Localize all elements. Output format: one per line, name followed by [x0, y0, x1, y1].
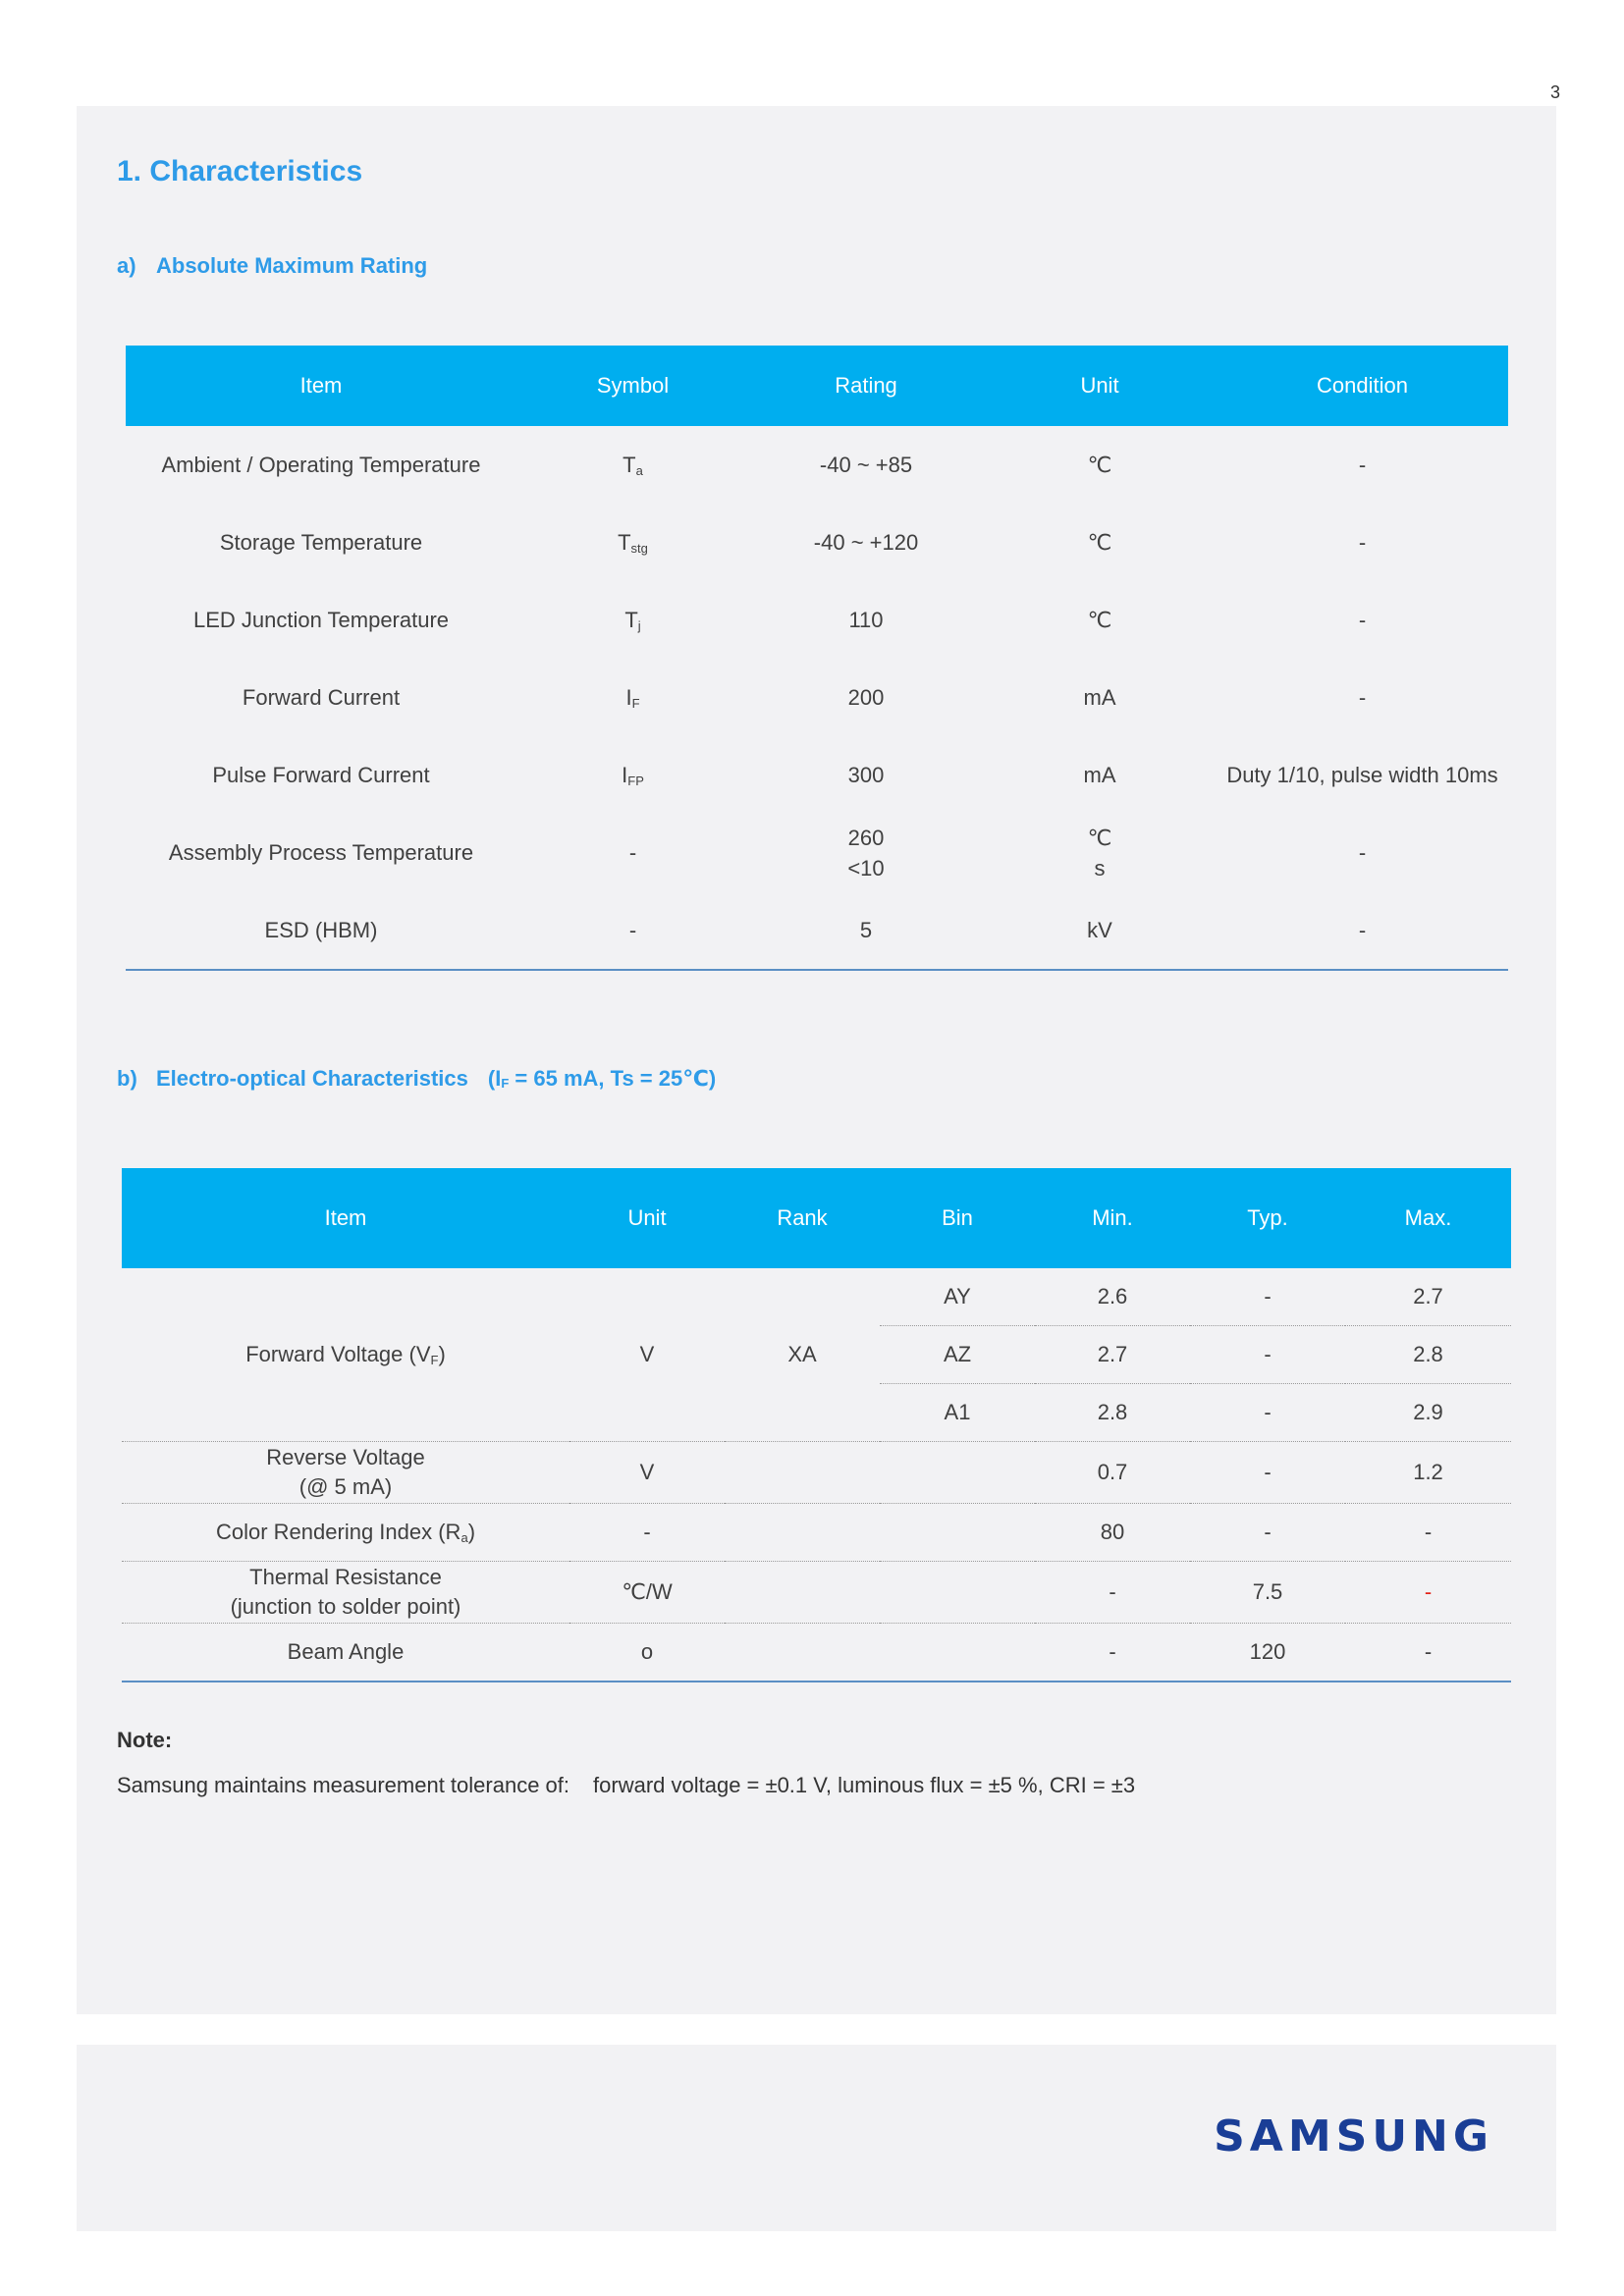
- cell-unit: mA: [1083, 684, 1116, 710]
- cell-item: [122, 1268, 569, 1442]
- cell-min: -: [1035, 1562, 1190, 1624]
- cell-max: -: [1345, 1504, 1511, 1562]
- cell-rank: [725, 1504, 880, 1562]
- symbol-subscript: a: [635, 462, 643, 478]
- cell-item: ESD (HBM): [126, 891, 516, 970]
- cell-unit: ℃: [1087, 529, 1112, 555]
- cell-min: 80: [1035, 1504, 1190, 1562]
- note-text: [117, 1773, 1135, 1798]
- cell-min: 2.8: [1035, 1384, 1190, 1442]
- content-panel: [77, 106, 1556, 2014]
- cell-bin: [880, 1442, 1035, 1504]
- rv-item-line-2: (@ 5 mA): [298, 1474, 393, 1499]
- cell-bin: AY: [880, 1268, 1035, 1326]
- cell-typ: -: [1190, 1504, 1345, 1562]
- cell-symbol: [516, 581, 749, 659]
- cell-unit: kV: [983, 891, 1217, 970]
- cell-rank: [725, 1624, 880, 1682]
- amr-col-condition: Condition: [1317, 373, 1408, 398]
- cell-rating: 300: [847, 762, 885, 787]
- eo-heading-number: b): [117, 1066, 137, 1091]
- eo-col-item: Item: [324, 1205, 367, 1230]
- eo-col-min: Min.: [1092, 1205, 1133, 1230]
- cell-unit: [983, 814, 1217, 891]
- table-row: [122, 1562, 1511, 1624]
- table-row: [126, 891, 1508, 970]
- cell-typ: -: [1190, 1268, 1345, 1326]
- amr-col-unit: Unit: [1080, 373, 1119, 398]
- symbol-subscript: FP: [627, 773, 644, 788]
- cell-condition: -: [1217, 891, 1508, 970]
- page-number: 3: [1549, 82, 1560, 102]
- cell-bin: [880, 1624, 1035, 1682]
- amr-col-rating: Rating: [835, 373, 897, 398]
- table-row: [122, 1504, 1511, 1562]
- cell-item: Pulse Forward Current: [212, 762, 430, 787]
- table-row: [122, 1442, 1511, 1504]
- cell-unit: ℃: [1087, 607, 1112, 632]
- cell-bin: A1: [880, 1384, 1035, 1442]
- table-row: [126, 736, 1508, 814]
- cell-min: 2.7: [1035, 1326, 1190, 1384]
- cell-rating: -40 ~ +85: [819, 452, 913, 477]
- symbol-subscript: stg: [630, 540, 648, 556]
- cri-item-subscript: a: [460, 1530, 468, 1545]
- cell-min: 0.7: [1035, 1442, 1190, 1504]
- table-row: [122, 1268, 1511, 1326]
- cell-rating: 5: [749, 891, 983, 970]
- tr-item-line-1: Thermal Resistance: [249, 1565, 442, 1589]
- cell-rank: [725, 1562, 880, 1624]
- eo-col-rank: Rank: [777, 1205, 828, 1230]
- amr-col-symbol: Symbol: [596, 373, 670, 398]
- cell-max: 2.7: [1345, 1268, 1511, 1326]
- eo-col-typ: Typ.: [1247, 1205, 1288, 1230]
- cell-symbol: [516, 736, 749, 814]
- eo-heading-condition: [488, 1066, 716, 1091]
- amr-header-row: [126, 346, 1508, 426]
- table-row: [126, 581, 1508, 659]
- cell-item: LED Junction Temperature: [192, 607, 450, 632]
- cell-max: -: [1345, 1562, 1511, 1624]
- cell-max: 2.9: [1345, 1384, 1511, 1442]
- electro-optical-table: [122, 1168, 1511, 1682]
- eo-cond-pre: (I: [487, 1066, 502, 1091]
- cell-condition: -: [1358, 607, 1367, 632]
- fv-item-post: ): [438, 1342, 446, 1366]
- cell-rank: [725, 1442, 880, 1504]
- cell-rating: [749, 814, 983, 891]
- cell-item: Assembly Process Temperature: [168, 839, 474, 865]
- eo-col-max: Max.: [1404, 1205, 1452, 1230]
- cell-unit: -: [569, 1504, 725, 1562]
- cell-max: 2.8: [1345, 1326, 1511, 1384]
- note-lead: Samsung maintains measurement tolerance of:: [117, 1773, 570, 1797]
- cell-rating: 110: [848, 607, 884, 632]
- cri-item-post: ): [467, 1520, 476, 1544]
- cell-max: -: [1345, 1624, 1511, 1682]
- cell-symbol: -: [516, 891, 749, 970]
- unit-line-1: ℃: [1087, 825, 1112, 850]
- cell-unit: ℃/W: [569, 1562, 725, 1624]
- rating-line-1: 260: [847, 825, 885, 850]
- table-row: [126, 814, 1508, 891]
- table-row: [122, 1624, 1511, 1682]
- symbol-base: T: [624, 607, 638, 632]
- amr-heading-text: Absolute Maximum Rating: [156, 253, 428, 278]
- cell-typ: -: [1190, 1326, 1345, 1384]
- table-row: [126, 426, 1508, 504]
- cell-unit: V: [569, 1268, 725, 1442]
- cell-max: 1.2: [1345, 1442, 1511, 1504]
- cell-bin: [880, 1562, 1035, 1624]
- cell-typ: -: [1190, 1384, 1345, 1442]
- fv-item-subscript: F: [430, 1353, 439, 1367]
- eo-heading: [117, 1066, 716, 1092]
- eo-col-bin: Bin: [942, 1205, 973, 1230]
- cell-condition: -: [1358, 529, 1367, 555]
- amr-heading-number: a): [117, 253, 136, 278]
- cell-rating: -40 ~ +120: [813, 529, 919, 555]
- cell-min: 2.6: [1035, 1268, 1190, 1326]
- amr-col-item: Item: [299, 373, 343, 398]
- symbol-subscript: j: [637, 617, 641, 633]
- footer-panel: [77, 2045, 1556, 2231]
- amr-heading: [117, 253, 427, 279]
- cell-item: Forward Current: [242, 684, 401, 710]
- eo-col-unit: Unit: [627, 1205, 667, 1230]
- eo-cond-subscript: F: [501, 1076, 510, 1091]
- cell-unit: o: [569, 1624, 725, 1682]
- cell-bin: AZ: [880, 1326, 1035, 1384]
- tr-item-line-2: (junction to solder point): [230, 1594, 461, 1619]
- cell-typ: 7.5: [1190, 1562, 1345, 1624]
- cell-rank: XA: [725, 1268, 880, 1442]
- cell-unit: mA: [1083, 762, 1116, 787]
- table-row: [126, 504, 1508, 581]
- cell-condition: -: [1358, 839, 1367, 865]
- symbol-base: T: [618, 529, 631, 555]
- cell-min: -: [1035, 1624, 1190, 1682]
- cell-item: [122, 1562, 569, 1624]
- cell-typ: -: [1190, 1442, 1345, 1504]
- note-label: Note:: [117, 1728, 173, 1752]
- eo-header-row: [122, 1168, 1511, 1268]
- eo-cond-post: = 65 mA, Ts = 25℃): [509, 1066, 717, 1091]
- rating-line-2: <10: [847, 855, 885, 881]
- cell-rating: 200: [847, 684, 885, 710]
- cell-unit: ℃: [1087, 452, 1112, 477]
- cell-unit: V: [569, 1442, 725, 1504]
- rv-item-line-1: Reverse Voltage: [266, 1445, 425, 1469]
- symbol-base: I: [625, 684, 632, 710]
- cell-item: [122, 1504, 569, 1562]
- table-row: [126, 659, 1508, 736]
- cell-condition: -: [1358, 684, 1367, 710]
- symbol-base: T: [623, 452, 636, 477]
- cell-symbol: [516, 426, 749, 504]
- unit-line-2: s: [1094, 855, 1106, 881]
- cell-item: Ambient / Operating Temperature: [161, 452, 481, 477]
- absolute-maximum-rating-table: [126, 346, 1508, 971]
- cell-condition: Duty 1/10, pulse width 10ms: [1226, 762, 1498, 787]
- cell-item: Beam Angle: [122, 1624, 569, 1682]
- eo-heading-text: Electro-optical Characteristics: [156, 1066, 468, 1091]
- cell-bin: [880, 1504, 1035, 1562]
- cell-typ: 120: [1190, 1624, 1345, 1682]
- fv-item-text: Forward Voltage (V: [245, 1342, 431, 1366]
- cell-item: [122, 1442, 569, 1504]
- symbol-base: I: [622, 762, 628, 787]
- note-detail: forward voltage = ±0.1 V, luminous flux = ±5 %, CRI = ±3: [593, 1773, 1136, 1797]
- symbol-subscript: F: [631, 695, 640, 711]
- cell-symbol: [516, 659, 749, 736]
- cri-item-text: Color Rendering Index (R: [215, 1520, 461, 1544]
- cell-item: Storage Temperature: [219, 529, 423, 555]
- cell-condition: -: [1358, 452, 1367, 477]
- cell-symbol: [516, 504, 749, 581]
- samsung-logo: SAMSUNG: [1214, 2111, 1493, 2162]
- section-title: 1. Characteristics: [117, 155, 363, 187]
- cell-symbol: -: [628, 839, 637, 865]
